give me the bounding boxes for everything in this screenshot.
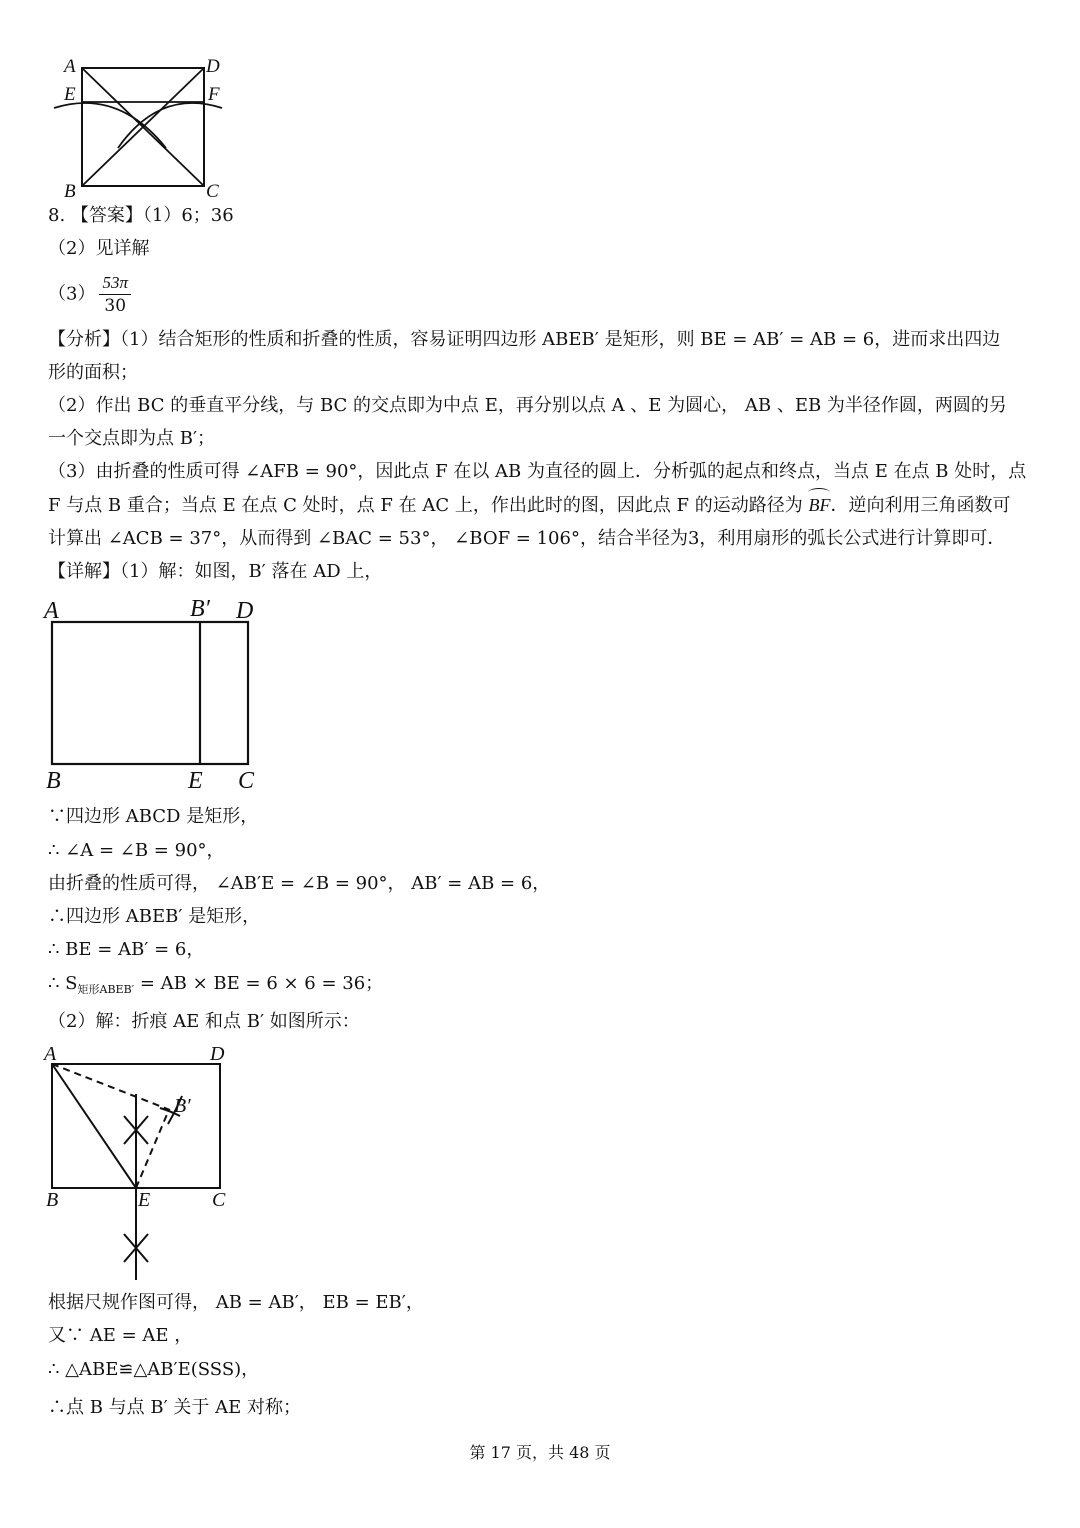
label-e: E (188, 768, 203, 794)
analysis-line-6-a: F 与点 B 重合；当点 E 在点 C 处时，点 F 在 AC 上，作出此时的图，因此点 F 的运动路径为 (48, 495, 809, 516)
label-f: F (208, 84, 220, 105)
proof2-line-1: 根据尺规作图可得， AB = AB′， EB = EB′， (48, 1292, 424, 1313)
label-b-prime: B′ (190, 596, 210, 622)
label-a: A (64, 56, 76, 77)
label-c: C (212, 1189, 226, 1211)
analysis-line-2: 形的面积； (48, 362, 138, 383)
label-e: E (64, 84, 76, 105)
figure-construction (40, 1040, 250, 1285)
answer-line-2: （2）见详解 (48, 238, 150, 259)
fraction-numerator: 53π (99, 272, 131, 295)
proof-line-3: 由折叠的性质可得， ∠AB′E = ∠B = 90°， AB′ = AB = 6， (48, 873, 551, 894)
proof-line-2: ∴ ∠A = ∠B = 90°， (48, 840, 225, 861)
proof-line-7: （2）解：折痕 AE 和点 B′ 如图所示： (48, 1011, 360, 1032)
label-d: D (206, 56, 220, 77)
label-c: C (206, 181, 219, 202)
label-b: B (64, 181, 76, 202)
analysis-line-5: （3）由折叠的性质可得 ∠AFB = 90°，因此点 F 在以 AB 为直径的圆上．分析弧的起点和终点，当点 E 在点 B 处时，点 (48, 461, 1027, 482)
proof-line-4: ∴四边形 ABEB′ 是矩形， (48, 906, 261, 927)
fold-ae (52, 1064, 136, 1188)
label-c: C (238, 768, 255, 794)
proof-line-6 (48, 971, 383, 1003)
label-b: B (46, 1189, 59, 1211)
fraction (99, 272, 131, 317)
rectangle-abcd (52, 622, 248, 764)
analysis-line-3: （2）作出 BC 的垂直平分线，与 BC 的交点即为中点 E，再分别以点 A 、E 为圆心， AB 、EB 为半径作圆，两圆的另 (48, 395, 1007, 416)
proof-line-1: ∵四边形 ABCD 是矩形， (48, 806, 259, 827)
area-equation: = AB × BE = 6 × 6 = 36； (134, 973, 384, 994)
arc-bf: BF (808, 492, 830, 518)
analysis-line-6-b: ．逆向利用三角函数可 (830, 495, 1011, 516)
arc-left (54, 103, 166, 148)
label-a: A (44, 1043, 57, 1065)
proof2-line-4: ∴点 B 与点 B′ 关于 AE 对称； (48, 1397, 302, 1418)
answer-line-3 (48, 272, 131, 317)
figure-square-arcs (48, 52, 238, 202)
analysis-line-7: 计算出 ∠ACB = 37°，从而得到 ∠BAC = 53°， ∠BOF = 106°，结合半径为3，利用扇形的弧长公式进行计算即可． (48, 528, 1006, 549)
label-d: D (210, 1043, 225, 1065)
page-footer: 第 17 页，共 48 页 (469, 1443, 611, 1462)
proof-line-5: ∴ BE = AB′ = 6， (48, 939, 205, 960)
label-b-prime: B′ (174, 1095, 191, 1117)
dashed-ab-prime (52, 1064, 170, 1110)
area-symbol: ∴ S (48, 973, 78, 994)
answer-line-1: 8. 【答案】（1）6；36 (48, 205, 234, 226)
proof2-line-3: ∴ △ABE≌△AB′E(SSS)， (48, 1359, 260, 1380)
arc-right (118, 103, 222, 148)
fraction-denominator: 30 (104, 296, 127, 316)
label-b: B (46, 768, 61, 794)
answer-3-prefix: （3） (48, 283, 96, 305)
label-a: A (44, 598, 59, 624)
analysis-line-4: 一个交点即为点 B′； (48, 428, 216, 449)
figure-rectangle-fold (40, 592, 280, 797)
analysis-line-6 (48, 492, 1010, 519)
label-e: E (138, 1189, 151, 1211)
detail-line-1: 【详解】（1）解：如图，B′ 落在 AD 上， (48, 561, 383, 582)
proof2-line-2: 又∵ AE = AE ， (48, 1325, 193, 1346)
area-subscript: 矩形ABEB′ (77, 983, 135, 996)
label-d: D (236, 598, 254, 624)
analysis-line-1: 【分析】（1）结合矩形的性质和折叠的性质，容易证明四边形 ABEB′ 是矩形，则 BE = AB′ = AB = 6，进而求出四边 (48, 329, 1001, 350)
